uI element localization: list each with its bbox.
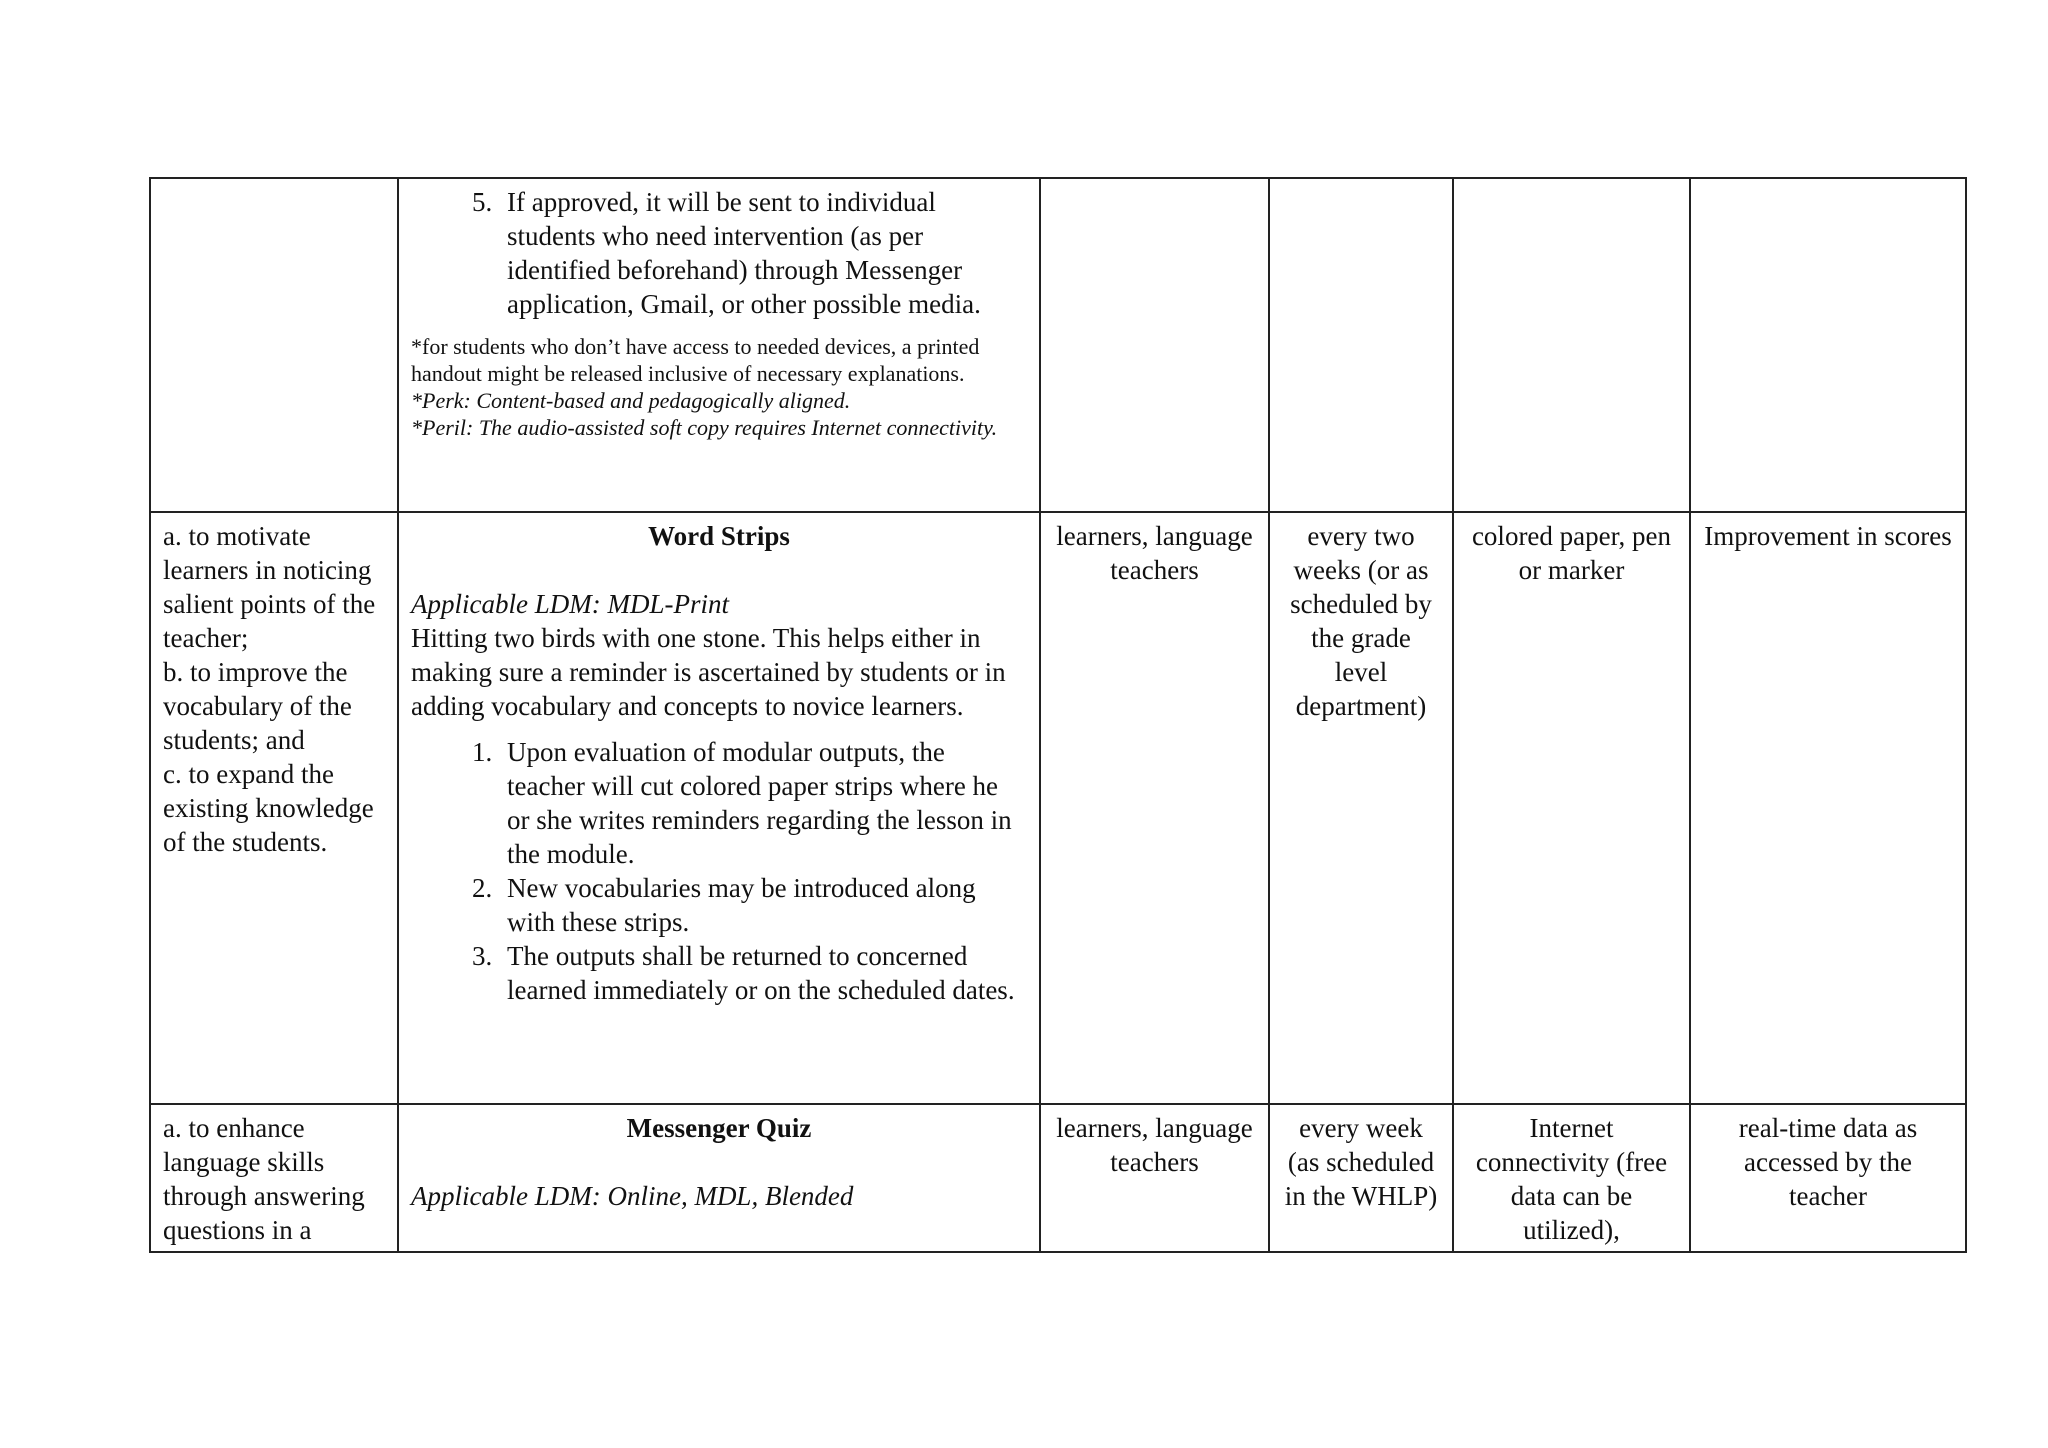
step-item: 1. Upon evaluation of modular outputs, the teacher will cut colored paper strips where he or she writes reminders regarding the lesson in the module. xyxy=(499,735,1027,871)
success-indicator-cell xyxy=(1690,178,1966,512)
persons-cell: learners, language teachers xyxy=(1040,512,1269,1104)
time-frame-cell xyxy=(1269,178,1453,512)
step-item: 2. New vocabularies may be introduced along with these strips. xyxy=(499,871,1027,939)
table-row xyxy=(150,512,1966,1104)
objectives-cell xyxy=(150,178,398,512)
time-frame-cell: every two weeks (or as scheduled by the grade level department) xyxy=(1269,512,1453,1104)
step-item: 5. If approved, it will be sent to individual students who need intervention (as per identified beforehand) through Messenger application, Gmail, or other possible media. xyxy=(499,185,1027,321)
strategy-cell xyxy=(398,512,1040,1104)
strategy-title: Messenger Quiz xyxy=(626,1113,812,1143)
table-row xyxy=(150,1104,1966,1252)
table-row xyxy=(150,178,1966,512)
success-indicator-cell: Improvement in scores xyxy=(1690,512,1966,1104)
persons-cell xyxy=(1040,178,1269,512)
resources-cell xyxy=(1453,178,1690,512)
strategy-description: Hitting two birds with one stone. This helps either in making sure a reminder is ascertained by students or in adding vocabulary and concepts to novice learners. xyxy=(411,623,1006,721)
success-indicator-cell: real-time data as accessed by the teacher xyxy=(1690,1104,1966,1252)
perk-note: *Perk: Content-based and pedagogically aligned. xyxy=(411,388,851,413)
resources-cell: Internet connectivity (free data can be utilized), xyxy=(1453,1104,1690,1252)
resources-cell: colored paper, pen or marker xyxy=(1453,512,1690,1104)
strategy-cell xyxy=(398,1104,1040,1252)
strategy-steps xyxy=(411,185,1027,321)
applicable-ldm: Applicable LDM: MDL-Print xyxy=(411,589,729,619)
applicable-ldm: Applicable LDM: Online, MDL, Blended xyxy=(411,1181,854,1211)
strategy-note xyxy=(411,333,1027,441)
objectives-cell: a. to enhance language skills through answering questions in a xyxy=(150,1104,398,1252)
strategy-cell xyxy=(398,178,1040,512)
action-plan-table xyxy=(149,177,1967,1253)
access-note: *for students who don’t have access to needed devices, a printed handout might be released inclusive of necessary explanations. xyxy=(411,334,980,386)
objectives-cell: a. to motivate learners in noticing salient points of the teacher; b. to improve the vocabulary of the students; and c. to expand the existing knowledge of the students. xyxy=(150,512,398,1104)
peril-note: *Peril: The audio-assisted soft copy requires Internet connectivity. xyxy=(411,415,998,440)
time-frame-cell: every week (as scheduled in the WHLP) xyxy=(1269,1104,1453,1252)
step-item: 3. The outputs shall be returned to concerned learned immediately or on the scheduled dates. xyxy=(499,939,1027,1007)
persons-cell: learners, language teachers xyxy=(1040,1104,1269,1252)
strategy-steps xyxy=(411,735,1027,1007)
strategy-title: Word Strips xyxy=(648,521,790,551)
